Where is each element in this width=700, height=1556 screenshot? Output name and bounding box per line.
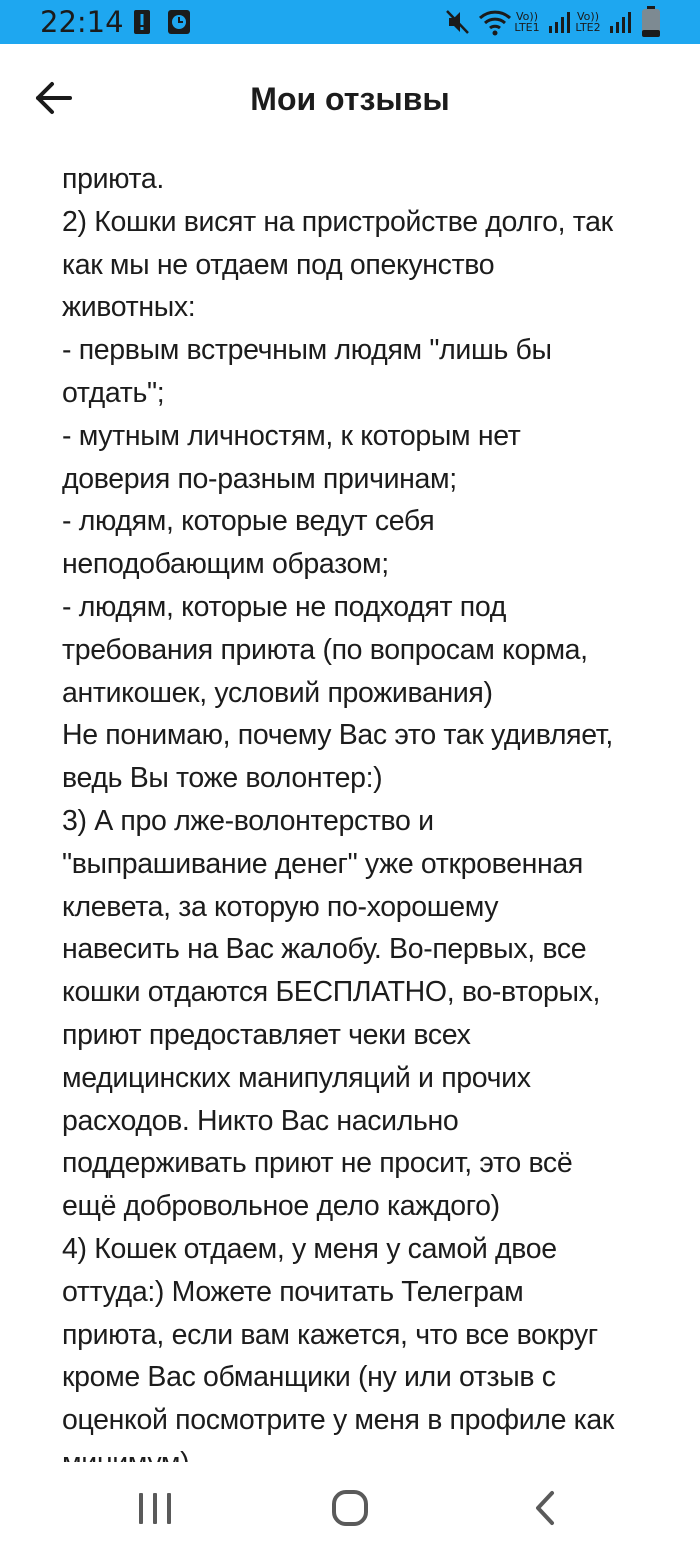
review-line: поддерживать приют не просит, это всё — [62, 1147, 573, 1180]
battery-icon — [641, 6, 661, 38]
review-line: навесить на Вас жалобу. Во-первых, все — [62, 933, 587, 966]
wifi-icon — [478, 8, 512, 36]
review-line: доверия по-разным причинам; — [62, 462, 457, 495]
review-line: 2) Кошки висят на пристройстве долго, так — [62, 205, 613, 238]
sim2-label: Vo)) LTE2 — [575, 10, 601, 34]
review-scroll-area[interactable] — [0, 150, 700, 1462]
signal-icon — [609, 10, 633, 34]
review-line: - людям, которые не подходят под — [62, 590, 507, 623]
review-line: клевета, за которую по-хорошему — [62, 890, 499, 923]
review-line: приют предоставляет чеки всех — [62, 1018, 471, 1051]
review-line: как мы не отдаем под опекунство — [62, 248, 495, 281]
review-line: кошки отдаются БЕСПЛАТНО, во-вторых, — [62, 976, 601, 1009]
review-line: расходов. Никто Вас насильно — [62, 1104, 459, 1137]
recent-apps-button[interactable] — [125, 1484, 185, 1534]
review-line: 3) А про лже-волонтерство и — [62, 804, 434, 837]
mute-icon — [446, 9, 470, 35]
clock-app-icon — [168, 10, 190, 34]
review-text — [62, 158, 682, 1485]
review-line: "выпрашивание денег" уже откровенная — [62, 847, 583, 880]
review-line: - первым встречным людям "лишь бы — [62, 334, 552, 367]
review-line: требования приюта (по вопросам корма, — [62, 633, 588, 666]
review-line: ведь Вы тоже волонтер:) — [62, 762, 383, 795]
status-time: 22:14 — [40, 5, 124, 39]
review-line: отдать"; — [62, 376, 165, 409]
home-button[interactable] — [320, 1484, 380, 1534]
sim1-label: Vo)) LTE1 — [514, 10, 540, 34]
review-line: - мутным личностям, к которым нет — [62, 419, 521, 452]
recent-apps-icon — [125, 1484, 185, 1534]
review-line: Не понимаю, почему Вас это так удивляет, — [62, 719, 613, 752]
review-line: ещё добровольное дело каждого) — [62, 1190, 500, 1223]
back-nav-button[interactable] — [516, 1484, 576, 1534]
review-line: антикошек, условий проживания) — [62, 676, 493, 709]
review-line: медицинских манипуляций и прочих — [62, 1061, 531, 1094]
alert-icon — [134, 10, 150, 34]
review-line: неподобающим образом; — [62, 548, 389, 581]
signal-icon — [548, 10, 572, 34]
review-line: приюта. — [62, 163, 165, 195]
page-title: Мои отзывы — [250, 81, 450, 117]
review-line: 4) Кошек отдаем, у меня у самой двое — [62, 1232, 557, 1265]
navigation-bar — [0, 1462, 700, 1556]
review-line: животных: — [62, 291, 196, 324]
status-bar — [0, 0, 700, 44]
review-line: - людям, которые ведут себя — [62, 505, 435, 538]
review-line: приюта, если вам кажется, что все вокруг — [62, 1318, 598, 1351]
back-nav-icon — [516, 1484, 576, 1534]
review-line: оттуда:) Можете почитать Телеграм — [62, 1275, 524, 1308]
home-icon — [320, 1484, 380, 1534]
review-line: оценкой посмотрите у меня в профиле как — [62, 1404, 615, 1437]
app-bar — [0, 44, 700, 154]
review-line: кроме Вас обманщики (ну или отзыв с — [62, 1361, 556, 1394]
